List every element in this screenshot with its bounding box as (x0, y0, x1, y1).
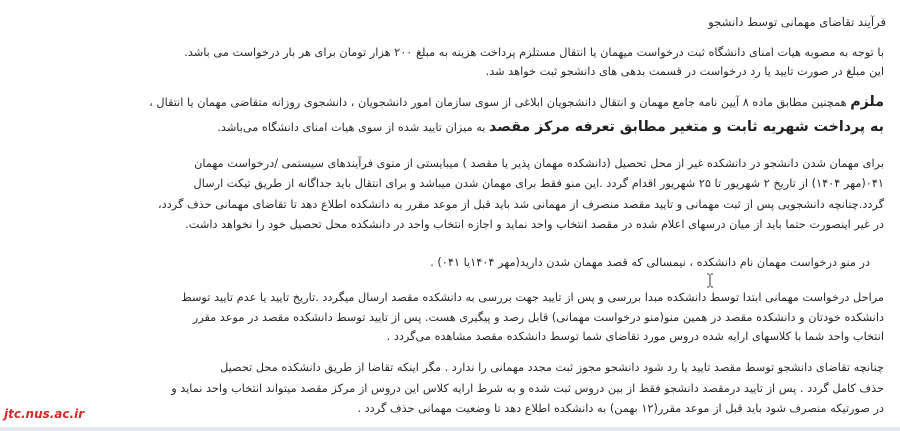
tuition-obligated-text: ملزم (850, 94, 884, 110)
paragraph-tuition-line-2 (10, 118, 884, 136)
paragraph-guest-line-3: گردد.چنانچه دانشجویی پس از ثبت مهمانی و تایید مقصد منصرف از مهمانی شد باید قبل از موعد مقرر به دانشکده اطلاع دهد تا تقاضای مهمانی حذف گردد، (158, 198, 884, 211)
paragraph-fee-line-2: این مبلغ در صورت تایید یا رد درخواست در قسمت بدهی های دانشجو ثبت خواهد شد. (485, 65, 884, 78)
paragraph-guest-line-4: در غیر اینصورت حتما باید از میان درسهای اعلام شده در مقصد انتخاب واحد نماید و اجازه انتخاب واحد در دانشکده محل تحصیل خود را نخواهد داشت. (185, 218, 884, 231)
text-cursor-icon (706, 273, 714, 288)
tuition-board-text: به میزان تایید شده از سوی هیات امنای دانشگاه می‌باشد. (217, 121, 486, 134)
paragraph-cancel-line-1: چنانچه تقاضای دانشجو توسط مقصد تایید یا رد شود دانشجو مجوز ثبت مجدد مهمانی را ندارد . مگر اینکه تقاضا از طریق دانشکده محل تحصیل (220, 361, 884, 374)
tuition-intro-text: همچنین مطابق ماده ۸ آیین نامه جامع مهمان و انتقال دانشجویان ابلاغی از سوی سازمان امور دانشجویان ، دانشجوی روزانه متقاضی مهمان یا انتقال ، (149, 96, 847, 109)
paragraph-cancel-line-3: در صورتیکه منصرف شود باید قبل از موعد مقرر(۱۲ بهمن) به دانشکده اطلاع دهد تا وضعیت مهمانی حذف گردد . (357, 402, 884, 415)
paragraph-guest-line-1: برای مهمان شدن دانشجو در دانشکده غیر از محل تحصیل (دانشکده مهمان پذیر یا مقصد ) میبایستی از منوی فرآیندهای سیستمی /درخواست مهمان (194, 157, 884, 170)
paragraph-cancel-line-2: حذف کامل گردد . پس از تایید درمقصد دانشجو فقط از بین دروس ثبت شده و به شرط ارایه کلاس این دروس از مرکز مقصد میتواند انتخاب واحد نماید و (171, 382, 884, 395)
paragraph-menu-note: در منو درخواست مهمان نام دانشکده ، نیمسالی که قصد مهمان شدن دارید(مهر ۱۴۰۴یا ۰۴۱) . (430, 256, 870, 269)
paragraph-steps-line-2: دانشکده خودتان و دانشکده مقصد در همین منو(منو درخواست مهمانی) قابل رصد و پیگیری هست. پس از تایید توسط دانشکده مقصد در موعد مقرر (192, 311, 884, 324)
paragraph-tuition-line-1 (10, 93, 884, 111)
site-watermark: jtc.nus.ac.ir (4, 407, 85, 421)
paragraph-steps-line-1: مراحل درخواست مهمانی ابتدا توسط دانشکده مبدا بررسی و پس از تایید جهت بررسی به دانشکده مقصد ارسال میگردد .تاریخ تایید یا عدم تایید توسط (181, 291, 884, 304)
page-title: فرآیند تقاضای مهمانی توسط دانشجو (708, 15, 886, 29)
paragraph-steps-line-3: انتخاب واحد شما با کلاسهای ارایه شده دروس مورد تقاضای شما توسط دانشکده مقصد مشاهده می‌گردد . (386, 330, 884, 343)
tuition-requirement-text: به پرداخت شهریه ثابت و متغیر مطابق تعرفه مرکز مقصد (489, 119, 884, 135)
bottom-frame (0, 427, 900, 431)
paragraph-guest-line-2: ۰۴۱(مهر ۱۴۰۴) از تاریخ ۲ شهریور تا ۲۵ شهریور اقدام گردد .این منو فقط برای مهمان شدن میباشد و برای انتقال باید جداگانه از طریق تیکت ارسال (193, 177, 884, 190)
paragraph-fee-line-1: با توجه به مصوبه هیات امنای دانشگاه ثبت درخواست میهمان یا انتقال مستلزم پرداخت هزینه به مبلغ ۲۰۰ هزار تومان برای هر بار درخواست می باشد. (184, 46, 884, 59)
